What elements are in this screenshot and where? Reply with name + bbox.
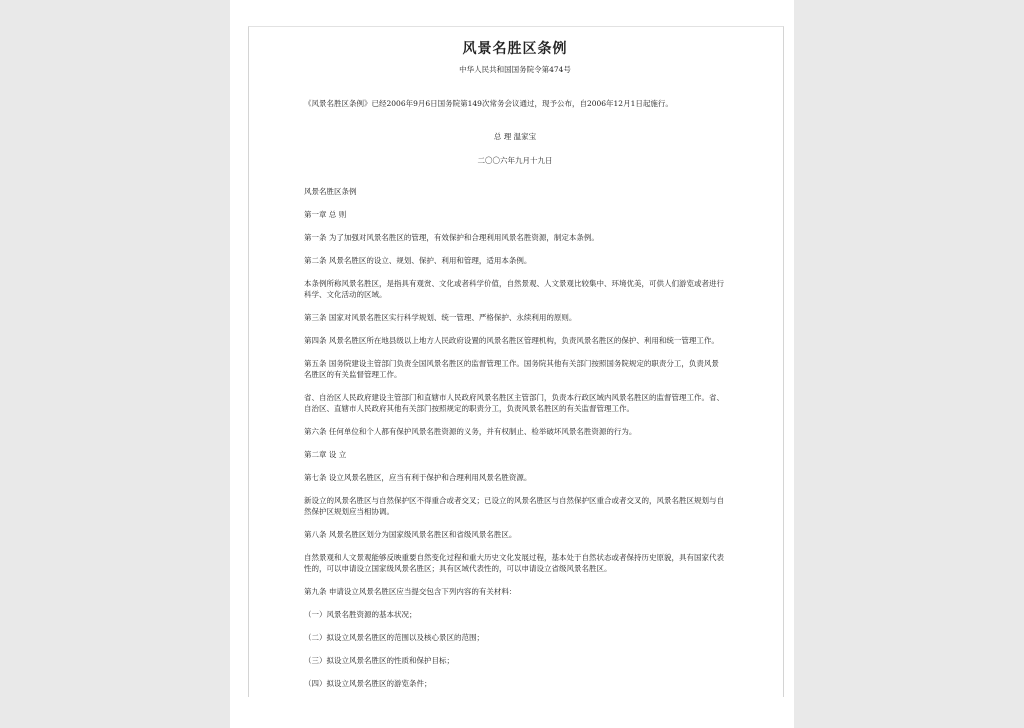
paragraph: 风景名胜区条例 bbox=[304, 187, 357, 196]
article: 第四条 风景名胜区所在地县级以上地方人民政府设置的风景名胜区管理机构，负责风景名胜区的保护、利用和统一管理工作。 bbox=[304, 336, 719, 345]
list-item: （三）拟设立风景名胜区的性质和保护目标； bbox=[304, 656, 454, 665]
document-title: 风景名胜区条例 bbox=[462, 41, 568, 57]
list-item: （一）风景名胜资源的基本状况； bbox=[304, 610, 417, 619]
article: 第三条 国家对风景名胜区实行科学规划、统一管理、严格保护、永续利用的原则。 bbox=[304, 313, 577, 322]
list-item: （二）拟设立风景名胜区的范围以及核心景区的范围； bbox=[304, 633, 484, 642]
list-item: （四）拟设立风景名胜区的游览条件； bbox=[304, 679, 432, 688]
article: 第九条 申请设立风景名胜区应当提交包含下列内容的有关材料： bbox=[304, 587, 517, 596]
document-content bbox=[304, 32, 726, 701]
promulgation-statement: 《风景名胜区条例》已经2006年9月6日国务院第149次常务会议通过，现予公布，自2006年12月1日起施行。 bbox=[304, 99, 673, 108]
paragraph: 省、自治区人民政府建设主管部门和直辖市人民政府风景名胜区主管部门，负责本行政区域内风景名胜区的监督管理工作。省、自治区、直辖市人民政府其他有关部门按照规定的职责分工，负责风景名胜区的有关监督管理工作。 bbox=[304, 393, 724, 413]
chapter-heading: 第二章 设 立 bbox=[304, 450, 347, 459]
article: 第六条 任何单位和个人都有保护风景名胜资源的义务，并有权制止、检举破坏风景名胜资源的行为。 bbox=[304, 427, 637, 436]
signature: 总 理 温家宝 bbox=[493, 132, 537, 141]
signing-date: 二〇〇六年九月十九日 bbox=[477, 156, 553, 165]
article: 第一条 为了加强对风景名胜区的管理，有效保护和合理利用风景名胜资源，制定本条例。 bbox=[304, 233, 599, 242]
article: 第七条 设立风景名胜区，应当有利于保护和合理利用风景名胜资源。 bbox=[304, 473, 532, 482]
paragraph: 本条例所称风景名胜区，是指具有观赏、文化或者科学价值，自然景观、人文景观比较集中、环境优美，可供人们游览或者进行科学、文化活动的区域。 bbox=[304, 279, 724, 299]
article: 第五条 国务院建设主管部门负责全国风景名胜区的监督管理工作。国务院其他有关部门按照国务院规定的职责分工，负责风景名胜区的有关监督管理工作。 bbox=[304, 359, 719, 379]
paragraph: 自然景观和人文景观能够反映重要自然变化过程和重大历史文化发展过程，基本处于自然状态或者保持历史原貌，具有国家代表性的，可以申请设立国家级风景名胜区；具有区域代表性的，可以申请设立省级风景名胜区。 bbox=[304, 553, 724, 573]
paragraph: 新设立的风景名胜区与自然保护区不得重合或者交叉；已设立的风景名胜区与自然保护区重合或者交叉的，风景名胜区规划与自然保护区规划应当相协调。 bbox=[304, 496, 724, 516]
chapter-heading: 第一章 总 则 bbox=[304, 210, 347, 219]
decree-number: 中华人民共和国国务院令第474号 bbox=[459, 65, 571, 74]
article: 第八条 风景名胜区划分为国家级风景名胜区和省级风景名胜区。 bbox=[304, 530, 517, 539]
article: 第二条 风景名胜区的设立、规划、保护、利用和管理，适用本条例。 bbox=[304, 256, 532, 265]
